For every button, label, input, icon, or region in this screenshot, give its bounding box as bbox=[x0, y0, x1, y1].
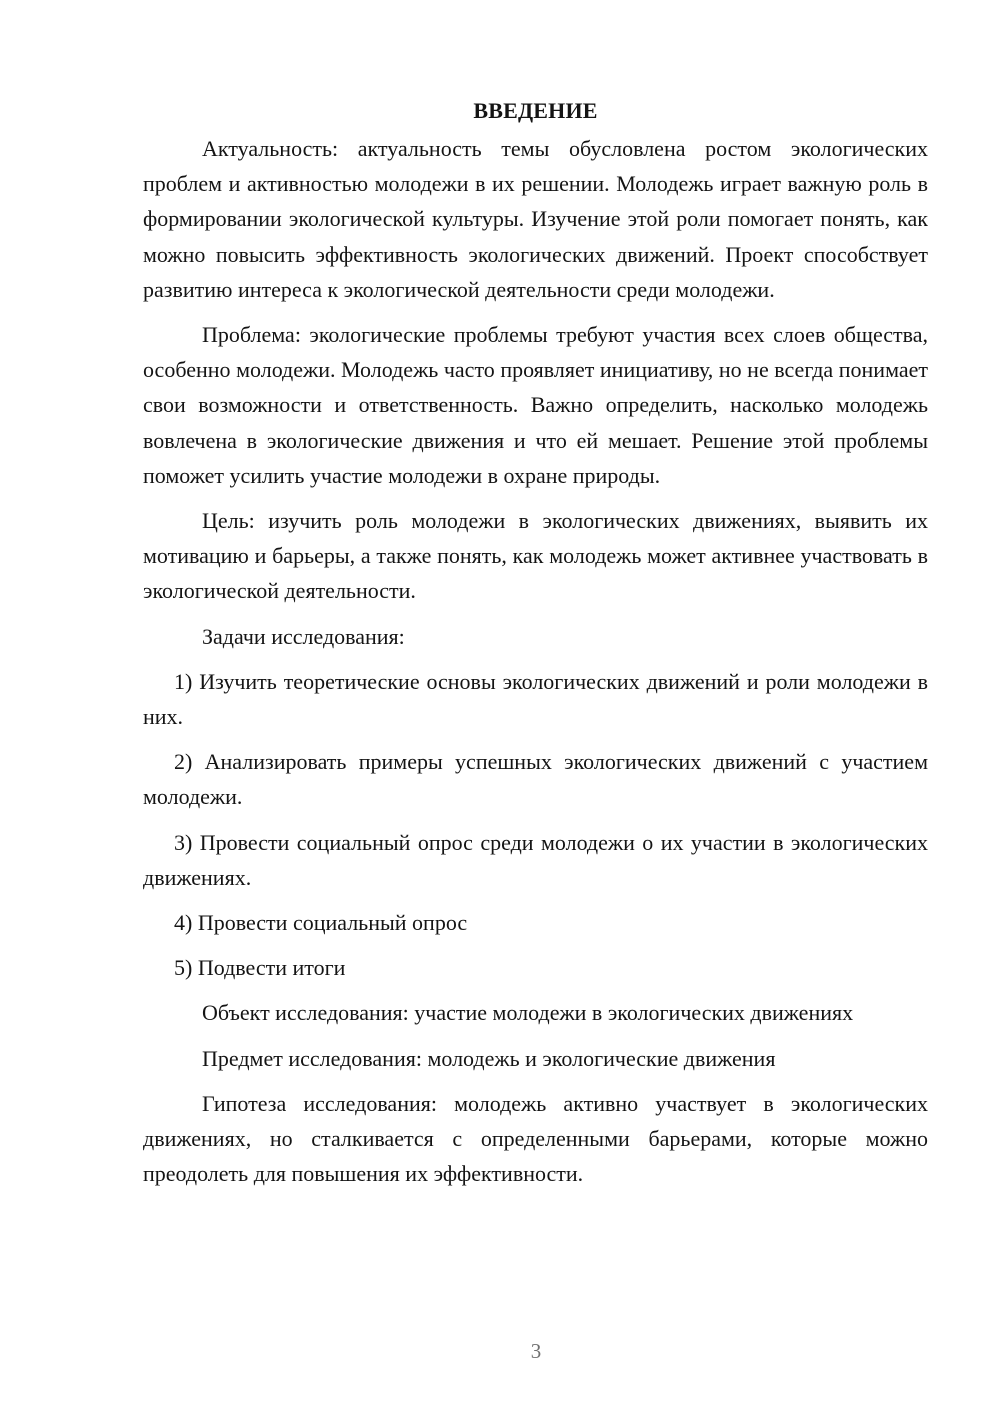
subject-paragraph: Предмет исследования: молодежь и экологические движения bbox=[202, 1045, 776, 1071]
page-title: ВВЕДЕНИЕ bbox=[473, 98, 598, 123]
hypothesis-paragraph: Гипотеза исследования: молодежь активно участвует в экологических движениях, но сталкивается с определенными барьерами, которые можно преодолеть для повышения их эффективности. bbox=[143, 1090, 928, 1187]
task-item-3: 3) Провести социальный опрос среди молодежи о их участии в экологических движениях. bbox=[143, 829, 928, 890]
task-item-2: 2) Анализировать примеры успешных экологических движений с участием молодежи. bbox=[143, 749, 928, 810]
page-body bbox=[143, 93, 928, 1201]
relevance-paragraph: Актуальность: актуальность темы обусловлена ростом экологических проблем и активностью молодежи в их решении. Молодежь играет важную роль в формировании экологической культуры. Изучение этой роли помогает понять, как можно повысить эффективность экологических движений. Проект способствует развитию интереса к экологической деятельности среди молодежи. bbox=[143, 136, 928, 302]
page-number: 3 bbox=[530, 1339, 542, 1363]
task-item-1: 1) Изучить теоретические основы экологических движений и роли молодежи в них. bbox=[143, 668, 928, 730]
problem-paragraph: Проблема: экологические проблемы требуют участия всех слоев общества, особенно молодежи. Молодежь часто проявляет инициативу, но не всегда понимает свои возможности и ответственность. Важно определить, насколько молодежь вовлечена в экологические движения и что ей мешает. Решение этой проблемы поможет усилить участие молодежи в охране природы. bbox=[143, 322, 928, 488]
tasks-heading: Задачи исследования: bbox=[202, 623, 405, 649]
task-item-5: 5) Подвести итоги bbox=[174, 955, 346, 981]
goal-paragraph: Цель: изучить роль молодежи в экологических движениях, выявить их мотивацию и барьеры, а также понять, как молодежь может активнее участвовать в экологической деятельности. bbox=[143, 508, 928, 604]
object-paragraph: Объект исследования: участие молодежи в экологических движениях bbox=[202, 1000, 854, 1026]
task-item-4: 4) Провести социальный опрос bbox=[174, 910, 468, 936]
